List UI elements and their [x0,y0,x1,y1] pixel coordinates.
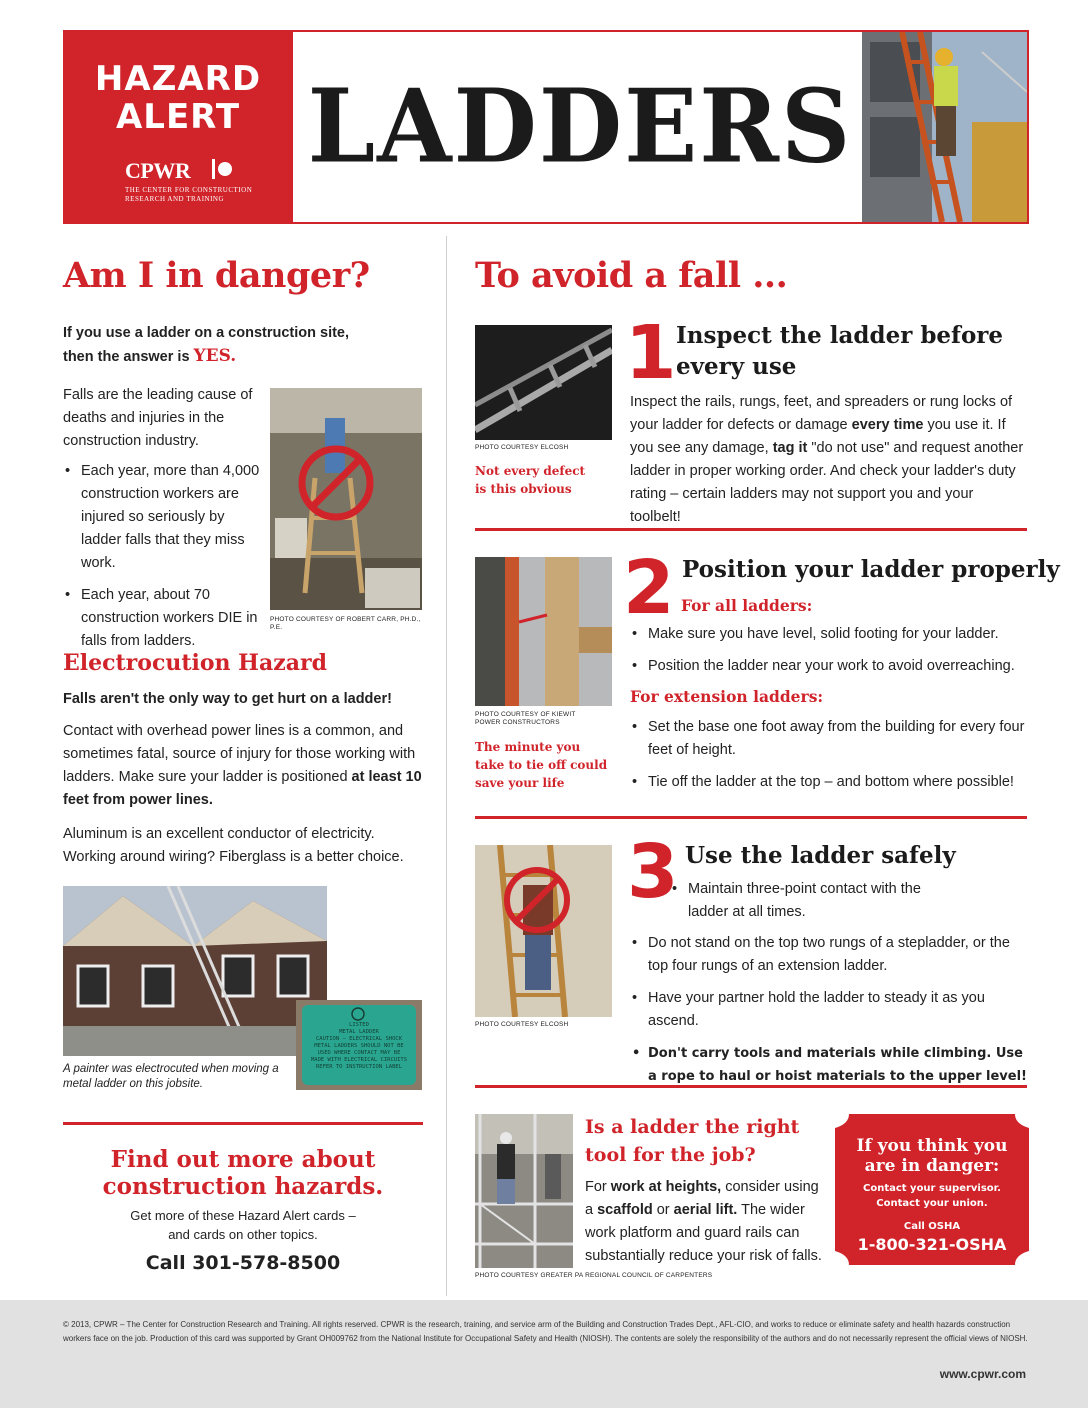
avoid-fall-heading: To avoid a fall ... [475,255,788,296]
step2-separator [475,816,1027,819]
electrocution-paragraph-1 [63,720,423,812]
step1-text-b: every time [851,417,924,433]
photo1-credit: PHOTO COURTESY OF ROBERT CARR, PH.D., P.E. [270,616,421,631]
step3-title: Use the ladder safely [685,842,956,869]
label-line-7: REFER TO INSTRUCTION LABEL [315,1064,403,1070]
hazard-title-line1: HAZARD [94,59,262,99]
badge-line-5: Call OSHA [903,1221,961,1232]
cpwr-logo-icon [211,158,233,180]
photo-scaffold-workers [475,1114,573,1268]
step3-bullet-2: • Do not stand on the top two rungs of a stepladder, or the top four rungs of an extension ladder. [630,932,1030,978]
step1-caption-2: is this obvious [475,482,572,496]
step1-text-e: "do not use" and request another ladder in proper working order. And check your ladder's duty rating – certain ladders may not support you and your toolbelt! [630,440,1024,525]
falls-bullet-2: • Each year, about 70 construction workers DIE in falls from ladders. [63,584,263,653]
step2-caption-3: save your life [475,776,565,790]
step2-caption-1: The minute you [475,740,581,754]
find-out-more-section [63,1146,423,1274]
cpwr-subtitle-1: THE CENTER FOR CONSTRUCTION [125,186,253,194]
badge-line-4: Contact your union. [876,1198,988,1209]
photo-metal-ladder-label [296,1000,422,1090]
step1-title-2: every use [676,353,797,380]
step2-caption [475,738,607,792]
hazard-alert-badge [63,30,293,224]
label-line-3: CAUTION – ELECTRICAL SHOCK [315,1036,403,1042]
step2-photo-credit [475,711,576,727]
step2-caption-2: take to tie off could [475,758,608,772]
danger-heading: Am I in danger? [63,255,370,296]
electrocution-lead: Falls aren't the only way to get hurt on a ladder! [63,691,392,707]
falls-intro: Falls are the leading cause of deaths and injuries in the construction industry. [63,387,253,449]
electrocution-heading: Electrocution Hazard [63,650,327,676]
step2-bullet-4: • Tie off the ladder at the top – and bottom where possible! [630,771,1025,794]
step2-number: 2 [623,545,675,631]
step2-bullet-2: • Position the ladder near your work to avoid overreaching. [630,655,1025,678]
photo-stepladder-warning [270,388,422,610]
photo-damaged-ladder [475,325,612,440]
step2-bullets-extension [630,716,1025,803]
badge-phone[interactable]: 1-800-321-OSHA [857,1235,1007,1254]
step2-title: Position your ladder properly [682,556,1060,583]
hazard-title-line2: ALERT [115,97,241,137]
label-line-5: USED WHERE CONTACT MAY BE [317,1050,401,1056]
step2-subheading-all: For all ladders: [681,596,813,615]
label-line-1: LISTED [349,1022,369,1028]
step3-bullet-4: • Don't carry tools and materials while climbing. Use a rope to haul or hoist materials to the upper level! [630,1042,1030,1088]
find-call-phone[interactable]: Call 301-578-8500 [145,1252,341,1274]
step1-caption-1: Not every defect [475,464,586,478]
step3-number: 3 [627,829,679,915]
step3-bullets [630,932,1030,1097]
find-text-2: and cards on other topics. [168,1227,318,1242]
tool-text-e: or [656,1202,670,1218]
label-line-4: METAL LADDERS SHOULD NOT BE [314,1043,404,1049]
electrocution-paragraph-2: Aluminum is an excellent conductor of electricity. Working around wiring? Fiberglass is a better choice. [63,826,404,865]
photo-carrying-tools-warning [475,845,612,1017]
badge-line-2: are in danger: [864,1156,1000,1176]
step1-text-d: tag it [772,440,808,456]
step3-separator [475,1085,1027,1088]
tool-text-c: consider using a [585,1179,819,1218]
step2-credit-1: PHOTO COURTESY OF KIEWIT [475,711,576,718]
cpwr-logo: CPWR [125,158,191,183]
badge-line-1: If you think you [856,1136,1008,1156]
step2-bullet-1: • Make sure you have level, solid footing for your ladder. [630,623,1025,646]
badge-line-3: Contact your supervisor. [863,1183,1001,1194]
page-title: LADDERS [307,67,853,186]
step3-bullet-3: • Have your partner hold the ladder to steady it as you ascend. [630,987,1030,1033]
find-heading-1: Find out more about [110,1146,376,1173]
step1-title [676,320,1003,382]
find-text-1: Get more of these Hazard Alert cards – [130,1208,356,1223]
elec-p1-bold: at least 10 feet from power lines. [63,769,422,808]
step1-caption [475,462,585,498]
danger-contact-badge [835,1114,1029,1265]
footer [0,1300,1088,1408]
danger-yes: YES. [193,346,237,366]
footer-copyright: © 2013, CPWR – The Center for Construction Research and Training. All rights reserved. CPWR is the research, training, and service arm of the Building and Construction Trades Dept., AFL-CIO, and works to reduce or eliminate safety and health hazards construction workers face on the job. Production of this card was supported by Grant OH009762 from the National Institute for Occupational Safety and Health (NIOSH). The contents are solely the responsibility of the authors and do not necessarily represent the official views of NIOSH. [63,1320,1028,1343]
falls-bullets [63,460,263,662]
step1-text-c: you use it. If you see any damage, [630,417,1006,456]
cpwr-subtitle-2: RESEARCH AND TRAINING [125,195,225,203]
step1-photo-credit: PHOTO COURTESY ELCOSH [475,444,569,451]
step3-photo-credit: PHOTO COURTESY ELCOSH [475,1021,569,1028]
header-photo-worker-on-ladder [862,32,1027,222]
step3-bullet-1: • Maintain three-point contact with the ladder at all times. [670,878,930,924]
find-heading-2: construction hazards. [102,1173,384,1200]
tool-text-a: For [585,1179,607,1195]
tool-heading-1: Is a ladder the right [585,1116,800,1138]
step2-credit-2: POWER CONSTRUCTORS [475,719,560,726]
step1-separator [475,528,1027,531]
falls-bullet-1: • Each year, more than 4,000 construction workers are injured so seriously by ladder falls that they miss work. [63,460,263,575]
house-caption: A painter was electrocuted when moving a metal ladder on this jobsite. [63,1063,279,1090]
label-line-6: MADE WITH ELECTRICAL CIRCUITS [310,1057,408,1063]
tool-heading [585,1113,799,1169]
step1-text [630,391,1025,529]
tool-text-d: scaffold [597,1202,653,1218]
photo-tie-off-ladder [475,557,612,706]
elec-p1-text: Contact with overhead power lines is a common, and sometimes fatal, source of injury for those working with ladders. Make sure your ladder is positioned [63,723,416,785]
tool-text-f: aerial lift. [673,1202,738,1218]
photo-house-metal-ladder [63,886,327,1056]
label-line-2: METAL LADDER [339,1029,379,1035]
column-divider [446,236,447,1296]
danger-lead-line2: then the answer is [63,349,190,365]
tool-photo-credit: PHOTO COURTESY GREATER PA REGIONAL COUNCIL OF CARPENTERS [475,1272,713,1279]
tool-text-g: The wider work platform and guard rails can substantially reduce your risk of falls. [585,1202,822,1264]
danger-lead-line1: If you use a ladder on a construction site, [63,325,350,341]
left-separator [63,1122,423,1125]
tool-text [585,1176,825,1268]
step2-bullet-3: • Set the base one foot away from the building for every four feet of height. [630,716,1025,762]
step1-title-1: Inspect the ladder before [676,322,1004,349]
step3-first-bullet-list [630,878,930,933]
danger-lead [63,322,423,369]
step1-number: 1 [625,310,677,396]
step2-bullets-all [630,623,1025,687]
tool-heading-2: tool for the job? [585,1144,756,1166]
tool-text-b: work at heights, [610,1179,722,1195]
footer-url-link[interactable]: www.cpwr.com [939,1367,1026,1381]
step2-subheading-extension: For extension ladders: [630,687,824,706]
step1-text-a: Inspect the rails, rungs, feet, and spreaders or rung locks of your ladder for defects or damage [630,394,1013,433]
